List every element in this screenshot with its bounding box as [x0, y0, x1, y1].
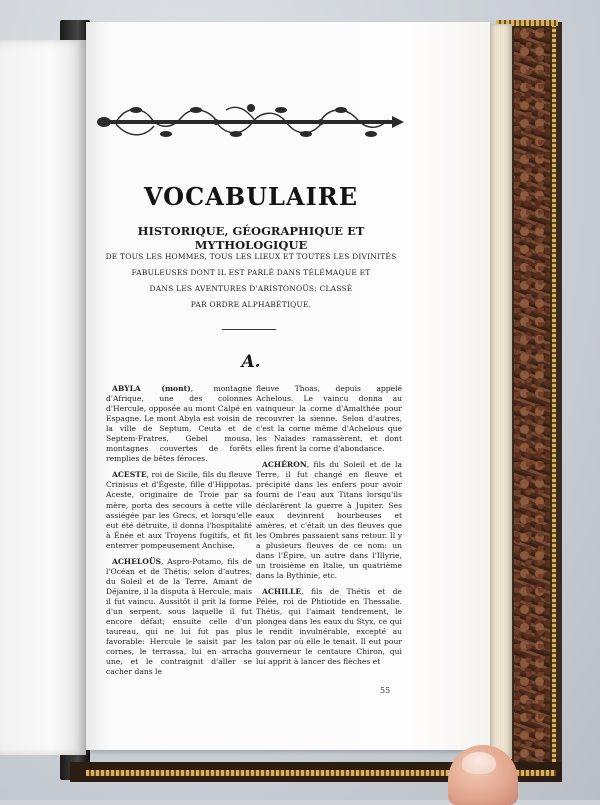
page-number: 55: [380, 686, 391, 695]
entry: [106, 470, 252, 550]
page-title: VOCABULAIRE: [143, 182, 358, 211]
entry-text: , Aspro-Potamo, fils de l'Océan et de Thétis; selon d'autres, du Soleil et de la Terre. Amant de Déjanire, il la disputa à Hercule, mais il fut vaincu. Aussitôt il prit la forme d'un serpent, sous laquelle il fut encore défait; ensuite celle d'un taureau, qui ne lui fut pas plus favorable: Hercule le saisit par les cornes, le terrassa, lui en arracha une, et le contraignit d'aller se cacher dans le: [106, 556, 252, 677]
entry-head: ACHILLE: [262, 586, 302, 596]
divider: [222, 329, 276, 330]
text-column-right: [256, 384, 402, 673]
entry-text: , montagne d'Afrique, une des colonnes d'Hercule, opposée au mont Calpé en Espagne. Le mont Abyla est voisin de la ville de Septum, Ceuta et de Septem-Fratres, Gebel mousa, montagnes couvertes de forêts remplies de bêtes féroces.: [106, 384, 252, 464]
entry-head: ACHÉRON: [262, 460, 307, 470]
marbled-cover: [514, 28, 550, 776]
section-letter: A.: [241, 352, 261, 372]
entry-text: , fils du Soleil et de la Terre, il fut changé en fleuve et précipité dans les enfers pour avoir fourni de l'eau aux Titans lorsqu'ils déclarèrent la guerre à Jupiter. Ses eaux devinrent bourbeuses et amères, et c'était un des fleuves que les Ombres passaient sans retour. Il y a plusieurs fleuves de ce nom: un dans l'Épire, un autre dans l'Illyrie, un troisième en Italie, un quatrième dans la Bythinie, etc.: [256, 460, 402, 580]
gilt-border-vertical: [552, 24, 556, 780]
entry-head: ACESTE: [112, 470, 147, 480]
entry: [106, 557, 252, 678]
description-line-4: PAR ORDRE ALPHABÉTIQUE.: [190, 300, 312, 309]
floral-ornament-icon: [96, 100, 406, 144]
description-line-3: DANS LES AVENTURES D'ARISTONOÜS; CLASSÉ: [149, 284, 353, 293]
entry: [256, 460, 402, 581]
entry-text: fleuve Thoas, depuis appelé Achelous. Le vaincu donna au vainqueur la corne d'Amalthée pour recouvrer la sienne. Selon d'autres, c'est la corne même d'Achelous que les Naïades ramassèrent, et dont elles firent la corne d'abondance.: [256, 384, 402, 454]
thumbnail: [462, 752, 496, 774]
description-line-1: DE TOUS LES HOMMES, TOUS LES LIEUX ET TOUTES LES DIVINITÉS: [105, 252, 397, 261]
left-page: [0, 40, 86, 755]
entry-head: ACHELOÜS: [112, 556, 161, 566]
description-line-2: FABULEUSES DONT IL EST PARLÉ DANS TÉLÉMAQUE ET: [131, 268, 371, 277]
entry: [256, 587, 402, 667]
entry-text: , fils de Thétis et de Pélée, roi de Phtiotide en Thessalie. Thétis, qui l'aimait tendrement, le plongea dans les eaux du Styx, ce qui le rendit invulnérable, excepté au talon par où elle le tenait. Il eut pour gouverneur le centaure Chiron, qui lui apprit à lancer des flèches et: [256, 586, 402, 667]
entry-text: , roi de Sicile, fils du fleuve Crinisus et d'Égeste, fille d'Hippotas. Aceste, originaire de Troie par sa mère, porta des secours à cette ville assiégée par les Grecs, et lorsqu'elle eut été détruite, il donna l'hospitalité à Énée et aux Troyens fugitifs, et fit enterrer pompeusement Anchise.: [106, 470, 252, 550]
entry-head: ABYLA (mont): [112, 384, 191, 393]
page-subtitle: HISTORIQUE, GÉOGRAPHIQUE ET MYTHOLOGIQUE: [137, 224, 365, 252]
entry: [256, 384, 402, 454]
entry: [106, 384, 252, 464]
text-column-left: [106, 384, 252, 683]
page-edges: [490, 24, 512, 759]
